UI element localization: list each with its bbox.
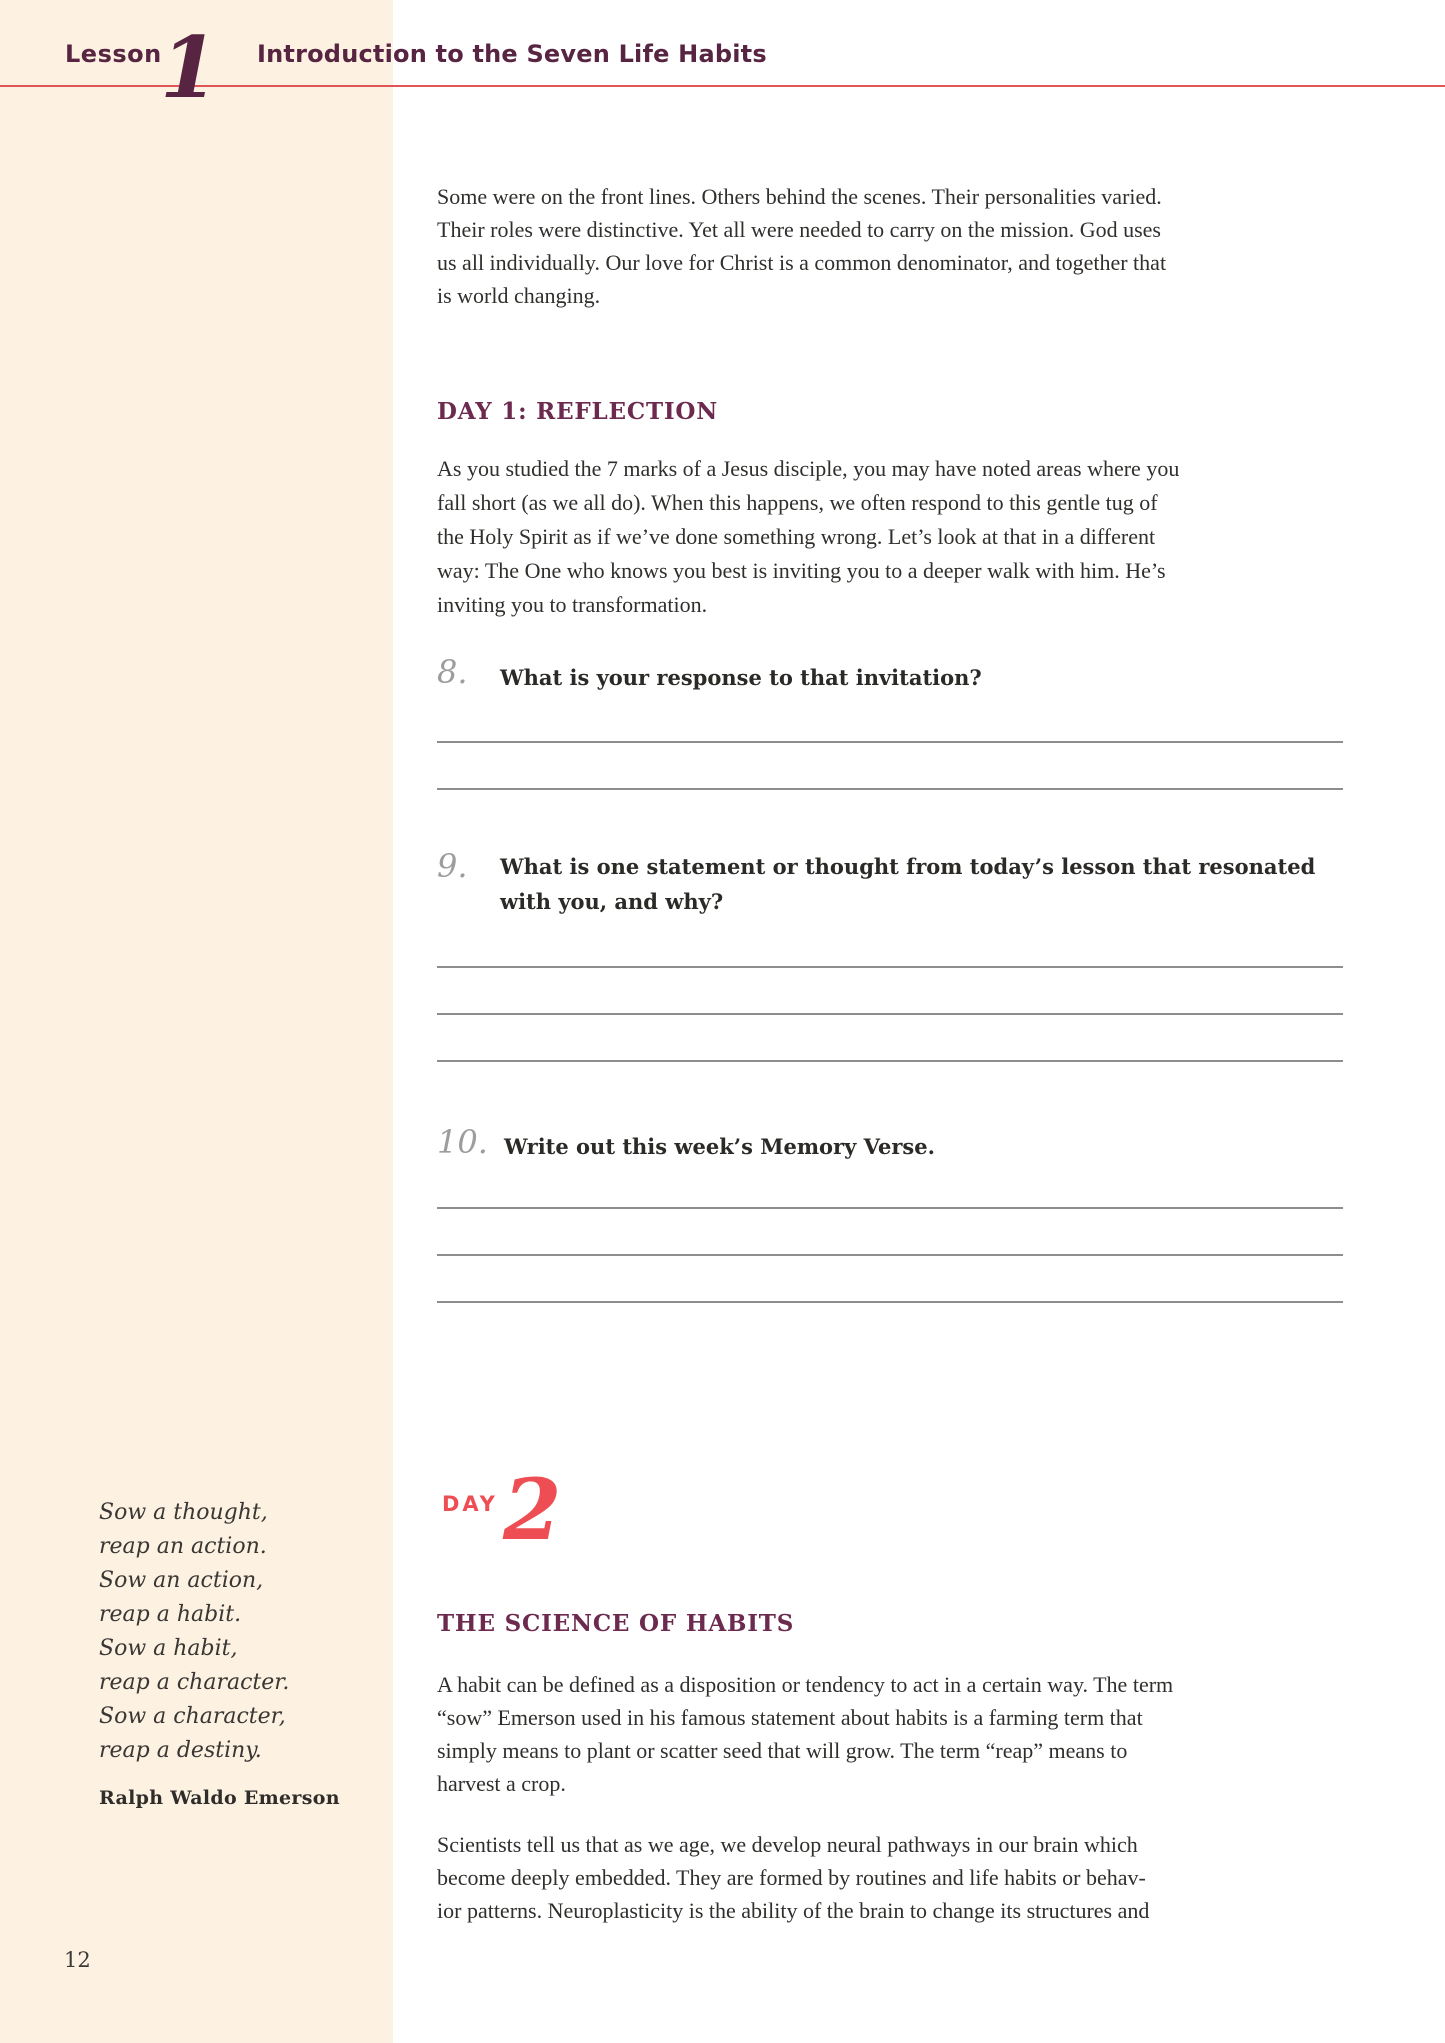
quote-line: Sow an action, <box>99 1568 264 1593</box>
answer-line <box>437 1207 1343 1209</box>
day2-paragraph-1 <box>437 1668 1173 1800</box>
question-text <box>500 849 1315 919</box>
quote-attribution: Ralph Waldo Emerson <box>99 1787 340 1809</box>
paragraph-line: Scientists tell us that as we age, we develop neural pathways in our brain which <box>437 1832 1138 1857</box>
paragraph-line: inviting you to transformation. <box>437 592 708 617</box>
day2-label: DAY <box>442 1492 498 1516</box>
intro-paragraph <box>437 180 1166 312</box>
quote-line: Sow a habit, <box>99 1636 238 1661</box>
paragraph-line: us all individually. Our love for Christ is a common denominator, and together that <box>437 250 1167 275</box>
quote-line: Sow a character, <box>99 1704 286 1729</box>
question-line: Write out this week’s Memory Verse. <box>504 1134 935 1159</box>
answer-line <box>437 966 1343 968</box>
paragraph-line: become deeply embedded. They are formed by routines and life habits or behav- <box>437 1865 1146 1890</box>
sidebar-quote <box>99 1496 289 1768</box>
page-title: Introduction to the Seven Life Habits <box>257 40 767 68</box>
paragraph-line: A habit can be defined as a disposition or tendency to act in a certain way. The term <box>437 1672 1174 1697</box>
paragraph-line: is world changing. <box>437 283 601 308</box>
page-number: 12 <box>64 1948 91 1972</box>
question-number: 9. <box>437 847 468 885</box>
quote-line: reap a character. <box>99 1670 290 1695</box>
answer-line <box>437 788 1343 790</box>
question-number: 10. <box>437 1123 488 1161</box>
paragraph-line: harvest a crop. <box>437 1771 566 1796</box>
question-line: What is one statement or thought from today’s lesson that resonated <box>500 854 1316 879</box>
quote-line: Sow a thought, <box>99 1500 268 1525</box>
lesson-label: Lesson <box>65 40 162 68</box>
paragraph-line: way: The One who knows you best is inviting you to a deeper walk with him. He’s <box>437 558 1166 583</box>
paragraph-line: Their roles were distinctive. Yet all were needed to carry on the mission. God uses <box>437 217 1161 242</box>
question-line: What is your response to that invitation? <box>500 665 982 690</box>
answer-line <box>437 1254 1343 1256</box>
question-text <box>504 1129 935 1164</box>
question-number: 8. <box>437 653 468 691</box>
paragraph-line: fall short (as we all do). When this happens, we often respond to this gentle tug of <box>437 490 1158 515</box>
paragraph-line: simply means to plant or scatter seed that will grow. The term “reap” means to <box>437 1738 1128 1763</box>
paragraph-line: “sow” Emerson used in his famous statement about habits is a farming term that <box>437 1705 1143 1730</box>
answer-line <box>437 741 1343 743</box>
paragraph-line: ior patterns. Neuroplasticity is the ability of the brain to change its structures and <box>437 1898 1150 1923</box>
quote-line: reap a destiny. <box>99 1738 262 1763</box>
answer-line <box>437 1301 1343 1303</box>
paragraph-line: the Holy Spirit as if we’ve done something wrong. Let’s look at that in a different <box>437 524 1156 549</box>
quote-line: reap a habit. <box>99 1602 242 1627</box>
paragraph-line: Some were on the front lines. Others behind the scenes. Their personalities varied. <box>437 184 1162 209</box>
quote-line: reap an action. <box>99 1534 267 1559</box>
question-text <box>500 660 982 695</box>
answer-line <box>437 1013 1343 1015</box>
day2-paragraph-2 <box>437 1828 1149 1927</box>
day1-heading: DAY 1: REFLECTION <box>437 398 719 425</box>
day1-paragraph <box>437 452 1179 622</box>
day2-number: 2 <box>503 1460 562 1559</box>
paragraph-line: As you studied the 7 marks of a Jesus disciple, you may have noted areas where you <box>437 456 1180 481</box>
question-line: with you, and why? <box>500 889 724 914</box>
answer-line <box>437 1060 1343 1062</box>
lesson-number: 1 <box>160 18 219 117</box>
day2-heading: THE SCIENCE OF HABITS <box>437 1610 795 1637</box>
